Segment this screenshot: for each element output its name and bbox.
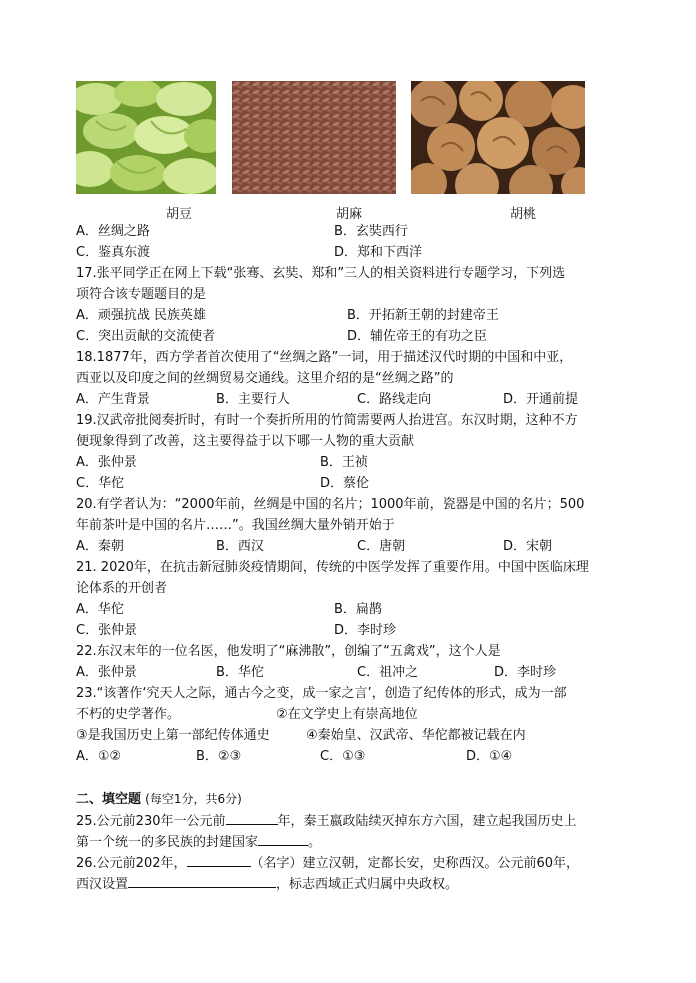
- q22-option-c[interactable]: C．祖冲之: [357, 665, 419, 680]
- q16-option-b[interactable]: B．玄奘西行: [334, 224, 408, 239]
- q21-stem-line2: 论体系的开创者: [76, 581, 168, 596]
- q21-option-c[interactable]: C．张仲景: [76, 623, 138, 638]
- flax-seed-image: [232, 81, 396, 194]
- q19-option-a[interactable]: A．张仲景: [76, 455, 137, 470]
- section2-title: 二、填空题: [76, 792, 142, 807]
- caption-walnut: 胡桃: [510, 207, 537, 222]
- q19-option-c[interactable]: C．华佗: [76, 476, 125, 491]
- q19-stem-line2: 便现象得到了改善，这主要得益于以下哪一人物的重大贡献: [76, 434, 415, 449]
- q22-option-d[interactable]: D．李时珍: [494, 665, 557, 680]
- q20-option-d[interactable]: D．宋朝: [503, 539, 553, 554]
- q26-blank-1[interactable]: [187, 852, 251, 867]
- q21-stem-line1: 21. 2020年，在抗击新冠肺炎疫情期间，传统的中医学发挥了重要作用。中国中医临床理: [76, 560, 589, 575]
- q25-text-3: 第一个统一的多民族的封建国家: [76, 835, 259, 850]
- q25-text-4: 。: [308, 835, 322, 850]
- q19-stem-line1: 19.汉武帝批阅奏折时，有时一个奏折所用的竹简需要两人抬进宫。东汉时期，这种不方: [76, 413, 578, 428]
- q20-option-b[interactable]: B．西汉: [216, 539, 264, 554]
- q18-option-d[interactable]: D．开通前提: [503, 392, 579, 407]
- q23-statement-4: ④秦始皇、汉武帝、华佗都被记载在内: [306, 728, 526, 743]
- q22-stem: 22.东汉末年的一位名医，他发明了“麻沸散”，创编了“五禽戏”，这个人是: [76, 644, 501, 659]
- q21-option-a[interactable]: A．华佗: [76, 602, 124, 617]
- q17-option-c[interactable]: C．突出贡献的交流使者: [76, 329, 216, 344]
- section2-note: (每空1分，共6分): [145, 792, 242, 806]
- q18-option-c[interactable]: C．路线走向: [357, 392, 432, 407]
- q20-option-c[interactable]: C．唐朝: [357, 539, 406, 554]
- q20-option-a[interactable]: A．秦朝: [76, 539, 124, 554]
- q23-stem-line2a: 不朽的史学著作。: [76, 707, 181, 722]
- q21-option-d[interactable]: D．李时珍: [334, 623, 397, 638]
- q20-stem-line1: 20.有学者认为：“2000年前，丝绸是中国的名片；1000年前，瓷器是中国的名片；500: [76, 497, 585, 512]
- q25-line1: [76, 810, 577, 832]
- q23-option-d[interactable]: D．①④: [466, 749, 513, 764]
- walnut-image: [411, 81, 585, 194]
- q26-text-2: （名字）建立汉朝，定都长安，史称西汉。公元前60年，: [250, 856, 580, 871]
- q17-option-b[interactable]: B．开拓新王朝的封建帝王: [347, 308, 499, 323]
- q25-line2: [76, 831, 321, 853]
- broad-bean-image: [76, 81, 216, 194]
- q23-option-c[interactable]: C．①③: [320, 749, 366, 764]
- q26-line1: [76, 852, 579, 874]
- q16-option-c[interactable]: C．鉴真东渡: [76, 245, 151, 260]
- q25-blank-2[interactable]: [258, 831, 308, 846]
- q21-option-b[interactable]: B．扁鹊: [334, 602, 382, 617]
- q18-stem-line2: 西亚以及印度之间的丝绸贸易交通线。这里介绍的是“丝绸之路”的: [76, 371, 454, 386]
- q26-line2: [76, 873, 458, 895]
- q20-stem-line2: 年前茶叶是中国的名片……”。我国丝绸大量外销开始于: [76, 518, 395, 533]
- section2-heading: [76, 789, 242, 810]
- q23-option-a[interactable]: A．①②: [76, 749, 122, 764]
- q16-option-d[interactable]: D．郑和下西洋: [334, 245, 423, 260]
- q17-stem-line1: 17.张平同学正在网上下载“张骞、玄奘、郑和”三人的相关资料进行专题学习，下列选: [76, 266, 566, 281]
- q23-stem-line1: 23.“该著作‘究天人之际，通古今之变，成一家之言’，创造了纪传体的形式，成为一部: [76, 686, 567, 701]
- q17-option-d[interactable]: D．辅佐帝王的有功之臣: [347, 329, 488, 344]
- q22-option-b[interactable]: B．华佗: [216, 665, 264, 680]
- q19-option-b[interactable]: B．王祯: [320, 455, 368, 470]
- q25-blank-1[interactable]: [226, 810, 278, 825]
- q19-option-d[interactable]: D．蔡伦: [320, 476, 370, 491]
- q23-statement-2: ②在文学史上有崇高地位: [276, 707, 418, 722]
- q17-stem-line2: 项符合该专题题目的是: [76, 287, 207, 302]
- q17-option-a[interactable]: A．顽强抗战 民族英雄: [76, 308, 207, 323]
- q26-text-4: ，标志西域正式归属中央政权。: [276, 877, 459, 892]
- q25-text-2: 年，秦王嬴政陆续灭掉东方六国，建立起我国历史上: [277, 814, 577, 829]
- q18-stem-line1: 18.1877年，西方学者首次使用了“丝绸之路”一词，用于描述汉代时期的中国和中亚，: [76, 350, 573, 365]
- q23-option-b[interactable]: B．②③: [196, 749, 242, 764]
- q26-blank-2[interactable]: [128, 873, 276, 888]
- q22-option-a[interactable]: A．张仲景: [76, 665, 137, 680]
- q26-text-3: 西汉设置: [76, 877, 129, 892]
- q26-text-1: 26.公元前202年，: [76, 856, 187, 871]
- q18-option-a[interactable]: A．产生背景: [76, 392, 150, 407]
- q18-option-b[interactable]: B．主要行人: [216, 392, 290, 407]
- q16-option-a[interactable]: A．丝绸之路: [76, 224, 150, 239]
- caption-bean: 胡豆: [166, 207, 193, 222]
- q25-text-1: 25.公元前230年一公元前: [76, 814, 226, 829]
- caption-flax: 胡麻: [336, 207, 363, 222]
- q23-statement-3: ③是我国历史上第一部纪传体通史: [76, 728, 270, 743]
